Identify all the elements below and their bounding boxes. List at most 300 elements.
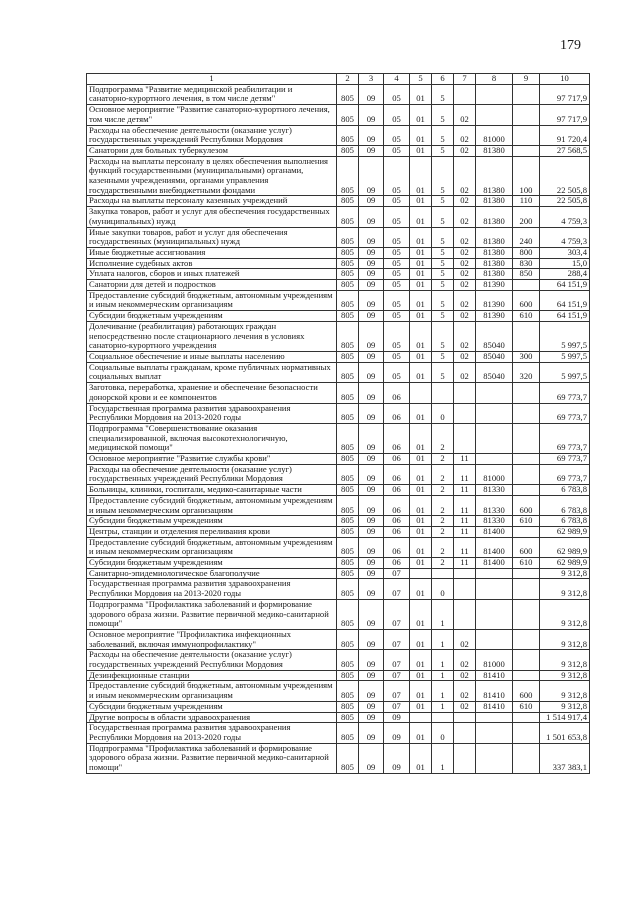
table-row [87, 383, 590, 403]
code-cell: 805 [337, 516, 359, 527]
header-cell: 10 [540, 74, 590, 85]
code-cell: 11 [454, 495, 476, 515]
code-cell: 600 [513, 681, 540, 701]
code-cell: 1 [432, 743, 454, 773]
code-cell: 2 [432, 516, 454, 527]
row-label-cell: Социальные выплаты гражданам, кроме публичных нормативных социальных выплат [87, 362, 337, 382]
amount-cell: 6 783,8 [540, 495, 590, 515]
code-cell: 81390 [476, 311, 513, 322]
code-cell: 5 [432, 145, 454, 156]
code-cell: 09 [384, 723, 410, 743]
code-cell: 09 [359, 537, 384, 557]
code-cell: 1 [432, 670, 454, 681]
code-cell: 09 [359, 247, 384, 258]
code-cell: 09 [384, 743, 410, 773]
code-cell: 805 [337, 579, 359, 599]
code-cell: 805 [337, 269, 359, 280]
code-cell: 01 [410, 156, 432, 196]
code-cell: 805 [337, 321, 359, 351]
code-cell: 09 [359, 629, 384, 649]
code-cell [513, 650, 540, 670]
code-cell: 01 [410, 321, 432, 351]
amount-cell: 6 783,8 [540, 516, 590, 527]
code-cell: 805 [337, 227, 359, 247]
code-cell: 09 [359, 568, 384, 579]
table-row [87, 84, 590, 104]
table-row [87, 650, 590, 670]
code-cell: 06 [384, 485, 410, 496]
code-cell [476, 743, 513, 773]
table-header-row [87, 74, 590, 85]
code-cell: 02 [454, 681, 476, 701]
code-cell: 805 [337, 454, 359, 465]
code-cell [454, 403, 476, 423]
code-cell: 01 [410, 269, 432, 280]
code-cell: 805 [337, 723, 359, 743]
code-cell: 01 [410, 362, 432, 382]
code-cell: 02 [454, 258, 476, 269]
code-cell: 09 [359, 196, 384, 207]
code-cell [513, 526, 540, 537]
code-cell: 81400 [476, 526, 513, 537]
code-cell: 02 [454, 362, 476, 382]
code-cell: 05 [384, 156, 410, 196]
code-cell: 5 [432, 362, 454, 382]
code-cell: 02 [454, 196, 476, 207]
header-cell: 4 [384, 74, 410, 85]
code-cell: 09 [359, 681, 384, 701]
code-cell: 09 [359, 351, 384, 362]
row-label-cell: Долечивание (реабилитация) работающих граждан непосредственно после стационарного лечения в условиях санаторно-курортного учреждения [87, 321, 337, 351]
code-cell [410, 568, 432, 579]
row-label-cell: Уплата налогов, сборов и иных платежей [87, 269, 337, 280]
code-cell: 5 [432, 207, 454, 227]
amount-cell: 97 717,9 [540, 105, 590, 125]
code-cell: 5 [432, 196, 454, 207]
code-cell: 09 [359, 227, 384, 247]
code-cell: 01 [410, 495, 432, 515]
code-cell: 610 [513, 516, 540, 527]
code-cell: 09 [359, 311, 384, 322]
code-cell: 05 [384, 362, 410, 382]
table-row [87, 125, 590, 145]
code-cell: 02 [454, 145, 476, 156]
code-cell: 09 [359, 495, 384, 515]
amount-cell: 69 773,7 [540, 454, 590, 465]
code-cell: 01 [410, 629, 432, 649]
code-cell [410, 383, 432, 403]
code-cell: 0 [432, 723, 454, 743]
code-cell: 01 [410, 537, 432, 557]
code-cell: 09 [359, 464, 384, 484]
amount-cell: 69 773,7 [540, 383, 590, 403]
code-cell [476, 568, 513, 579]
code-cell [476, 454, 513, 465]
code-cell: 02 [454, 701, 476, 712]
code-cell: 09 [359, 516, 384, 527]
row-label-cell: Субсидии бюджетным учреждениям [87, 311, 337, 322]
header-cell: 7 [454, 74, 476, 85]
table-row [87, 351, 590, 362]
table-row [87, 454, 590, 465]
code-cell: 81410 [476, 670, 513, 681]
table-row [87, 485, 590, 496]
code-cell: 85040 [476, 362, 513, 382]
code-cell: 5 [432, 290, 454, 310]
code-cell: 02 [454, 290, 476, 310]
code-cell: 81380 [476, 269, 513, 280]
row-label-cell: Больницы, клиники, госпитали, медико-санитарные части [87, 485, 337, 496]
code-cell: 2 [432, 464, 454, 484]
code-cell: 02 [454, 629, 476, 649]
code-cell: 06 [384, 423, 410, 453]
amount-cell: 288,4 [540, 269, 590, 280]
code-cell: 07 [384, 650, 410, 670]
code-cell: 02 [454, 227, 476, 247]
table-row [87, 681, 590, 701]
code-cell: 07 [384, 579, 410, 599]
code-cell [513, 599, 540, 629]
row-label-cell: Санатории для больных туберкулезом [87, 145, 337, 156]
code-cell: 09 [384, 712, 410, 723]
table-row [87, 495, 590, 515]
code-cell: 09 [359, 526, 384, 537]
code-cell: 01 [410, 599, 432, 629]
code-cell: 11 [454, 526, 476, 537]
code-cell: 805 [337, 743, 359, 773]
code-cell: 81400 [476, 537, 513, 557]
code-cell: 01 [410, 145, 432, 156]
code-cell [513, 485, 540, 496]
amount-cell: 9 312,8 [540, 670, 590, 681]
code-cell: 02 [454, 280, 476, 291]
code-cell: 01 [410, 84, 432, 104]
amount-cell: 64 151,9 [540, 280, 590, 291]
row-label-cell: Субсидии бюджетным учреждениям [87, 558, 337, 569]
code-cell: 81380 [476, 145, 513, 156]
code-cell [513, 403, 540, 423]
code-cell: 805 [337, 558, 359, 569]
code-cell: 09 [359, 670, 384, 681]
code-cell: 5 [432, 156, 454, 196]
code-cell [513, 84, 540, 104]
code-cell [454, 568, 476, 579]
code-cell [432, 712, 454, 723]
row-label-cell: Закупка товаров, работ и услуг для обеспечения государственных (муниципальных) нужд [87, 207, 337, 227]
code-cell: 09 [359, 423, 384, 453]
code-cell [454, 743, 476, 773]
code-cell: 600 [513, 537, 540, 557]
code-cell [454, 84, 476, 104]
table-row [87, 516, 590, 527]
code-cell: 2 [432, 537, 454, 557]
code-cell: 11 [454, 537, 476, 557]
table-row [87, 321, 590, 351]
code-cell: 01 [410, 723, 432, 743]
code-cell: 81410 [476, 701, 513, 712]
table-row [87, 227, 590, 247]
code-cell: 09 [359, 125, 384, 145]
code-cell [513, 743, 540, 773]
code-cell: 805 [337, 383, 359, 403]
table-row [87, 701, 590, 712]
code-cell [513, 125, 540, 145]
code-cell: 01 [410, 485, 432, 496]
code-cell: 81330 [476, 495, 513, 515]
code-cell: 5 [432, 269, 454, 280]
code-cell: 09 [359, 280, 384, 291]
code-cell: 07 [384, 568, 410, 579]
code-cell: 06 [384, 526, 410, 537]
code-cell: 600 [513, 290, 540, 310]
row-label-cell: Расходы на выплаты персоналу казенных учреждений [87, 196, 337, 207]
row-label-cell: Основное мероприятие "Развитие службы крови" [87, 454, 337, 465]
code-cell [513, 579, 540, 599]
table-row [87, 156, 590, 196]
header-cell: 2 [337, 74, 359, 85]
table-row [87, 280, 590, 291]
code-cell [476, 105, 513, 125]
amount-cell: 9 312,8 [540, 701, 590, 712]
code-cell: 01 [410, 558, 432, 569]
code-cell: 01 [410, 258, 432, 269]
code-cell [513, 145, 540, 156]
code-cell: 805 [337, 423, 359, 453]
row-label-cell: Санитарно-эпидемиологическое благополучие [87, 568, 337, 579]
code-cell: 01 [410, 526, 432, 537]
code-cell: 05 [384, 207, 410, 227]
code-cell: 09 [359, 383, 384, 403]
code-cell: 01 [410, 311, 432, 322]
row-label-cell: Государственная программа развития здравоохранения Республики Мордовия на 2013-2020 годы [87, 723, 337, 743]
table-row [87, 105, 590, 125]
table-row [87, 362, 590, 382]
code-cell: 01 [410, 403, 432, 423]
code-cell: 81000 [476, 125, 513, 145]
amount-cell: 22 505,8 [540, 156, 590, 196]
row-label-cell: Центры, станции и отделения переливания крови [87, 526, 337, 537]
code-cell: 81000 [476, 650, 513, 670]
amount-cell: 1 514 917,4 [540, 712, 590, 723]
row-label-cell: Санатории для детей и подростков [87, 280, 337, 291]
code-cell: 06 [384, 454, 410, 465]
code-cell [513, 712, 540, 723]
code-cell: 07 [384, 599, 410, 629]
code-cell: 07 [384, 629, 410, 649]
code-cell: 09 [359, 207, 384, 227]
code-cell [513, 454, 540, 465]
code-cell: 09 [359, 650, 384, 670]
amount-cell: 9 312,8 [540, 629, 590, 649]
code-cell: 09 [359, 105, 384, 125]
code-cell: 05 [384, 321, 410, 351]
code-cell: 09 [359, 743, 384, 773]
table-row [87, 207, 590, 227]
header-cell: 3 [359, 74, 384, 85]
code-cell: 805 [337, 526, 359, 537]
row-label-cell: Подпрограмма "Развитие медицинской реабилитации и санаторно-курортного лечения, в том числе детям" [87, 84, 337, 104]
amount-cell: 9 312,8 [540, 568, 590, 579]
code-cell: 5 [432, 258, 454, 269]
code-cell: 805 [337, 145, 359, 156]
code-cell: 81400 [476, 558, 513, 569]
code-cell: 02 [454, 311, 476, 322]
code-cell: 81390 [476, 280, 513, 291]
code-cell [410, 712, 432, 723]
table-row [87, 196, 590, 207]
code-cell: 02 [454, 156, 476, 196]
row-label-cell: Подпрограмма "Совершенствование оказания специализированной, включая высокотехнологичную, медицинской помощи" [87, 423, 337, 453]
code-cell: 81000 [476, 464, 513, 484]
amount-cell: 27 568,5 [540, 145, 590, 156]
amount-cell: 5 997,5 [540, 351, 590, 362]
amount-cell: 69 773,7 [540, 423, 590, 453]
code-cell: 05 [384, 258, 410, 269]
code-cell: 01 [410, 516, 432, 527]
amount-cell: 9 312,8 [540, 681, 590, 701]
code-cell: 800 [513, 247, 540, 258]
code-cell: 01 [410, 464, 432, 484]
row-label-cell: Предоставление субсидий бюджетным, автономным учреждениям и иным некоммерческим организациям [87, 495, 337, 515]
code-cell: 81380 [476, 156, 513, 196]
code-cell: 05 [384, 280, 410, 291]
code-cell: 850 [513, 269, 540, 280]
code-cell: 02 [454, 351, 476, 362]
row-label-cell: Иные бюджетные ассигнования [87, 247, 337, 258]
code-cell: 1 [432, 629, 454, 649]
code-cell: 320 [513, 362, 540, 382]
code-cell: 1 [432, 650, 454, 670]
code-cell: 01 [410, 650, 432, 670]
amount-cell: 9 312,8 [540, 650, 590, 670]
table-row [87, 464, 590, 484]
code-cell [476, 84, 513, 104]
code-cell: 805 [337, 629, 359, 649]
code-cell [513, 105, 540, 125]
code-cell: 09 [359, 258, 384, 269]
code-cell [476, 723, 513, 743]
code-cell: 1 [432, 599, 454, 629]
row-label-cell: Заготовка, переработка, хранение и обеспечение безопасности донорской крови и ее компонентов [87, 383, 337, 403]
code-cell: 2 [432, 454, 454, 465]
code-cell: 805 [337, 84, 359, 104]
code-cell: 11 [454, 558, 476, 569]
header-cell: 9 [513, 74, 540, 85]
code-cell: 02 [454, 125, 476, 145]
code-cell [454, 599, 476, 629]
code-cell: 09 [359, 145, 384, 156]
table-row [87, 269, 590, 280]
code-cell: 06 [384, 403, 410, 423]
table-row [87, 258, 590, 269]
code-cell: 805 [337, 712, 359, 723]
row-label-cell: Субсидии бюджетным учреждениям [87, 516, 337, 527]
code-cell: 11 [454, 485, 476, 496]
code-cell: 805 [337, 599, 359, 629]
code-cell: 01 [410, 579, 432, 599]
amount-cell: 1 501 653,8 [540, 723, 590, 743]
row-label-cell: Дезинфекционные станции [87, 670, 337, 681]
code-cell: 805 [337, 681, 359, 701]
code-cell: 01 [410, 351, 432, 362]
row-label-cell: Социальное обеспечение и иные выплаты населению [87, 351, 337, 362]
code-cell: 81380 [476, 196, 513, 207]
code-cell: 06 [384, 537, 410, 557]
code-cell [513, 723, 540, 743]
row-label-cell: Расходы на обеспечение деятельности (оказание услуг) государственных учреждений Республики Мордовия [87, 650, 337, 670]
code-cell: 09 [359, 712, 384, 723]
code-cell: 85040 [476, 321, 513, 351]
code-cell: 805 [337, 311, 359, 322]
code-cell [513, 670, 540, 681]
code-cell [513, 464, 540, 484]
code-cell: 805 [337, 362, 359, 382]
code-cell: 09 [359, 321, 384, 351]
code-cell: 05 [384, 105, 410, 125]
amount-cell: 5 997,5 [540, 321, 590, 351]
code-cell: 610 [513, 701, 540, 712]
code-cell: 5 [432, 247, 454, 258]
code-cell: 610 [513, 311, 540, 322]
code-cell: 02 [454, 650, 476, 670]
code-cell: 805 [337, 125, 359, 145]
code-cell [432, 568, 454, 579]
code-cell: 01 [410, 280, 432, 291]
code-cell [476, 599, 513, 629]
code-cell: 09 [359, 579, 384, 599]
code-cell: 81380 [476, 207, 513, 227]
row-label-cell: Другие вопросы в области здравоохранения [87, 712, 337, 723]
code-cell: 01 [410, 125, 432, 145]
code-cell: 805 [337, 464, 359, 484]
code-cell: 81380 [476, 258, 513, 269]
code-cell: 2 [432, 495, 454, 515]
code-cell [476, 403, 513, 423]
code-cell [476, 712, 513, 723]
table-row [87, 145, 590, 156]
code-cell: 02 [454, 247, 476, 258]
code-cell: 01 [410, 454, 432, 465]
code-cell: 0 [432, 579, 454, 599]
table-row [87, 403, 590, 423]
code-cell: 805 [337, 485, 359, 496]
code-cell: 05 [384, 351, 410, 362]
amount-cell: 6 783,8 [540, 485, 590, 496]
code-cell [454, 579, 476, 599]
code-cell: 1 [432, 701, 454, 712]
code-cell [513, 321, 540, 351]
table-row [87, 423, 590, 453]
code-cell: 600 [513, 495, 540, 515]
code-cell [513, 280, 540, 291]
row-label-cell: Государственная программа развития здравоохранения Республики Мордовия на 2013-2020 годы [87, 403, 337, 423]
code-cell: 06 [384, 383, 410, 403]
amount-cell: 337 383,1 [540, 743, 590, 773]
code-cell: 11 [454, 464, 476, 484]
code-cell: 01 [410, 743, 432, 773]
code-cell: 81380 [476, 247, 513, 258]
code-cell: 02 [454, 670, 476, 681]
code-cell: 805 [337, 207, 359, 227]
row-label-cell: Исполнение судебных актов [87, 258, 337, 269]
amount-cell: 4 759,3 [540, 227, 590, 247]
code-cell: 805 [337, 568, 359, 579]
code-cell [513, 383, 540, 403]
code-cell: 805 [337, 403, 359, 423]
code-cell: 05 [384, 247, 410, 258]
code-cell: 805 [337, 247, 359, 258]
page-number: 179 [560, 38, 581, 53]
